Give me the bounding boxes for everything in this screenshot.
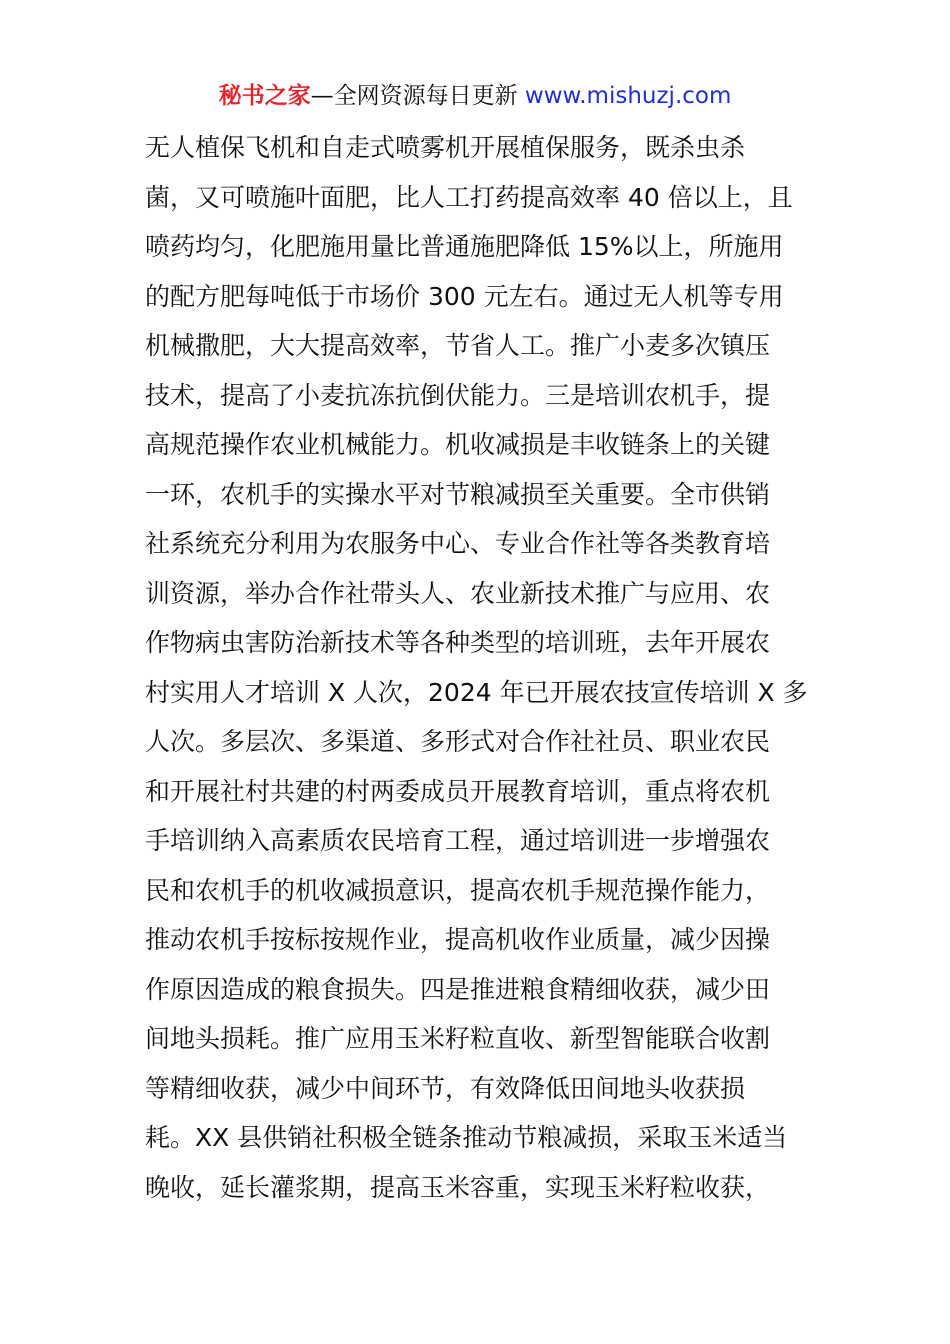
text-line: 喷药均匀，化肥施用量比普通施肥降低 15%以上，所施用 [145, 232, 784, 261]
text-line: 间地头损耗。推广应用玉米籽粒直收、新型智能联合收割 [145, 1024, 771, 1053]
text-line: 晚收，延长灌浆期，提高玉米容重，实现玉米籽粒收获， [145, 1172, 771, 1202]
text-line: 民和农机手的机收减损意识，提高农机手规范操作能力， [145, 875, 771, 905]
text-line: 社系统充分利用为农服务中心、专业合作社等各类教育培 [145, 529, 771, 558]
text-line: 的配方肥每吨低于市场价 300 元左右。通过无人机等专用 [145, 281, 784, 311]
text-line: 训资源，举办合作社带头人、农业新技术推广与应用、农 [145, 578, 771, 608]
header-slogan: —全网资源每日更新 [310, 83, 525, 109]
text-line: 推动农机手按标按规作业，提高机收作业质量，减少因操 [145, 925, 771, 954]
text-line: 高规范操作农业机械能力。机收减损是丰收链条上的关键 [145, 430, 771, 459]
text-line: 技术，提高了小麦抗冻抗倒伏能力。三是培训农机手，提 [145, 380, 771, 410]
text-line: 无人植保飞机和自走式喷雾机开展植保服务，既杀虫杀 [145, 133, 746, 162]
text-line: 机械撒肥，大大提高效率，节省人工。推广小麦多次镇压 [145, 331, 771, 360]
site-header [0, 80, 950, 112]
text-line: 耗。XX 县供销社积极全链条推动节粮减损，采取玉米适当 [145, 1123, 788, 1152]
text-line: 作物病虫害防治新技术等各种类型的培训班，去年开展农 [145, 628, 771, 657]
text-line: 和开展社村共建的村两委成员开展教育培训，重点将农机 [145, 776, 771, 806]
site-url-link[interactable]: www.mishuzj.com [524, 83, 732, 109]
text-line: 菌，又可喷施叶面肥，比人工打药提高效率 40 倍以上，且 [145, 182, 793, 212]
text-line: 手培训纳入高素质农民培育工程，通过培训进一步增强农 [145, 826, 771, 855]
text-line: 村实用人才培训 X 人次，2024 年已开展农技宣传培训 X 多 [145, 677, 808, 707]
text-line: 一环，农机手的实操水平对节粮减损至关重要。全市供销 [145, 479, 771, 509]
text-line: 作原因造成的粮食损失。四是推进粮食精细收获，减少田 [145, 974, 771, 1004]
text-line: 等精细收获，减少中间环节，有效降低田间地头收获损 [145, 1073, 746, 1103]
document-body [145, 123, 810, 1212]
text-line: 人次。多层次、多渠道、多形式对合作社社员、职业农民 [145, 727, 771, 756]
brand-name: 秘书之家 [218, 83, 311, 109]
